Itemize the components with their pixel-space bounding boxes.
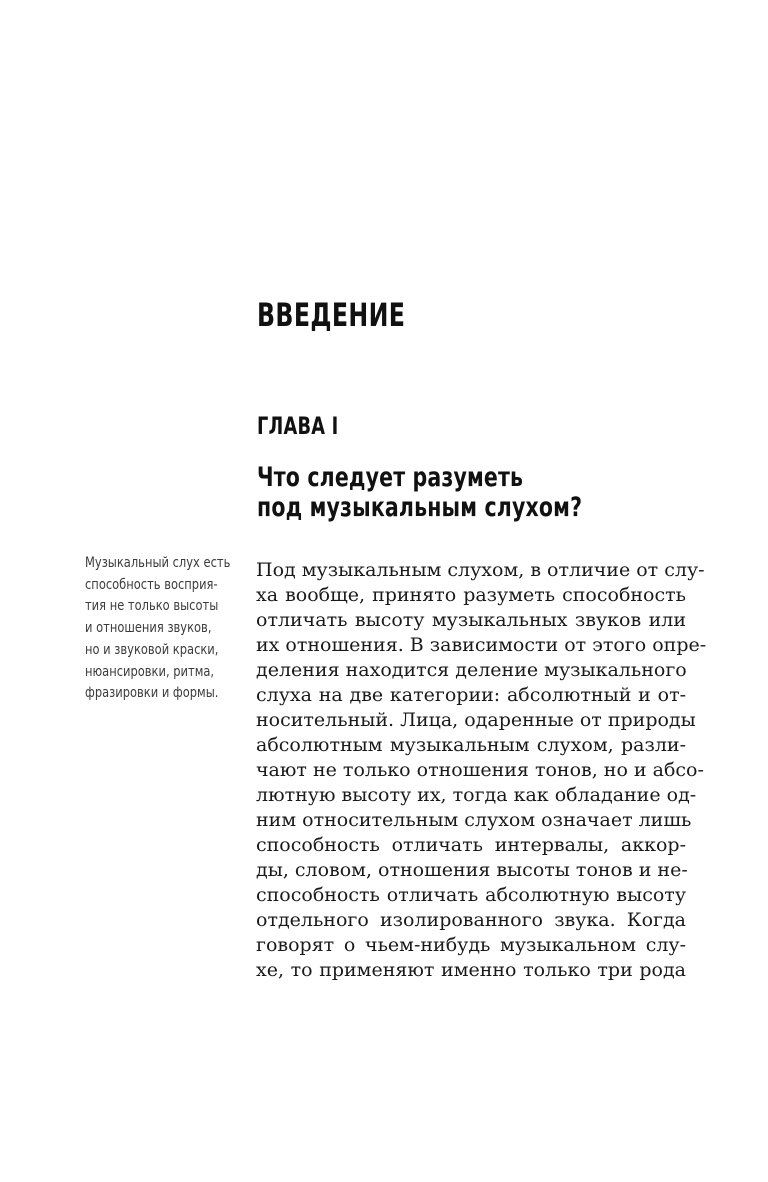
body-line: способность отличать интервалы, аккор- [256,834,686,856]
body-line: лютную высоту их, тогда как обладание од- [256,784,697,806]
margin-note-line: тия не только высоты [85,598,219,615]
margin-note-line: Музыкальный слух есть [85,555,231,571]
margin-note-line: фразировки и формы. [85,685,219,702]
body-line: слуха на две категории: абсолютный и от- [256,684,686,706]
chapter-subtitle-line: Что следует разуметь [257,462,524,493]
body-line: отличать высоту музыкальных звуков или [256,609,686,631]
body-line: отдельного изолированного звука. Когда [256,909,686,931]
body-line: Под музыкальным слухом, в отличие от слу- [256,559,705,581]
chapter-subtitle [257,463,582,523]
section-heading: ВВЕДЕНИЕ [257,296,406,334]
body-paragraph [256,558,707,983]
chapter-heading: ГЛАВА I [257,412,339,440]
body-line: деления находится деление музыкального [256,659,687,681]
margin-note-line: нюансировки, ритма, [85,663,215,680]
body-line: способность отличать абсолютную высоту [256,884,686,906]
body-line: ха вообще, принято разуметь способность [256,584,686,606]
margin-note-line: и отношения звуков, [85,620,212,637]
margin-note-line: способность восприя- [85,576,218,593]
body-line: абсолютным музыкальным слухом, разли- [256,734,686,756]
body-line: ды, словом, отношения высоты тонов и не- [256,859,688,881]
chapter-subtitle-line: под музыкальным слухом? [257,492,583,523]
body-line: их отношения. В зависимости от этого опре- [256,634,707,656]
body-line: ним относительным слухом означает лишь [256,809,692,831]
body-line: чают не только отношения тонов, но и абсо- [256,759,704,781]
body-line: хе, то применяют именно только три рода [256,959,686,981]
margin-note [85,553,230,705]
margin-note-line: но и звуковой краски, [85,641,219,658]
body-line: говорят о чьем-нибудь музыкальном слу- [256,934,686,956]
body-line: носительный. Лица, одаренные от природы [256,709,696,731]
